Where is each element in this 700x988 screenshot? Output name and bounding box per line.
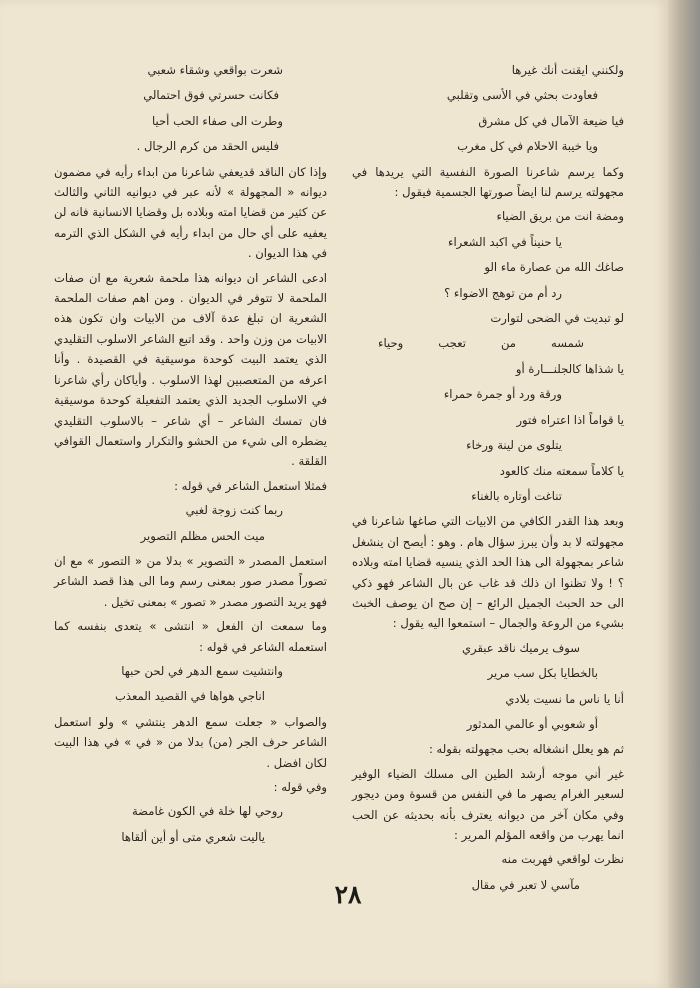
verse-line: ومضة انت من بريق الضياء	[496, 209, 624, 224]
verse-line: ولكنني ايقنت أنك غيرها	[511, 63, 624, 77]
verse-line: يا حنيناً في اكبد الشعراء	[448, 234, 562, 249]
verse-line: فكانت حسرتي فوق احتمالي	[143, 88, 279, 103]
verse-word: وحياء	[378, 336, 404, 351]
verse-line: لو تبديت في الضحى لتوارت	[490, 311, 624, 326]
left-column	[54, 60, 327, 852]
page-edge	[668, 0, 700, 988]
paragraph: وبعد هذا القدر الكافي من الابيات التي صاغها شاعرنا في مجهولته لا بد وأن يبرز سؤال هام . وهو : أيصح ان ينشغل شاعر بمجهولة الى هذا الحد الذي ينسيه قضايا امته وبلاده ؟ ! ولا تظنوا ان ذلك قد غاب عن بال الشاعر فهو ذكي الى حد الحبث الجميل الرائع – إن صح ان يوصف الخبث بشيء من الروعة والجمال – استمعوا اليه يقول :	[352, 514, 624, 631]
verse-word: تعجب	[438, 336, 466, 351]
verse-line: ياليت شعري متى أو أين ألقاها	[121, 829, 265, 844]
verse-line: وطرت الى صفاء الحب أحيا	[151, 113, 283, 128]
verse-line: ربما كنت زوجة لغبي	[185, 503, 283, 518]
verse-line: سوف يرميك ناقد عبقري	[461, 640, 580, 655]
page-number: ٢٨	[334, 880, 362, 909]
paragraph: وإذا كان الناقد قديعفي شاعرنا من ابداء رأيه في مضمون ديوانه « المجهولة » لأنه عبر في ديوانيه الثاني والثالث عن كثير من قضايا امته وبلاده بل وقضايا الانسانية فانه لن يعفيه على أي حال من ابداء رأيه في الشكل الذي الترمه في هذا الديوان .	[54, 164, 327, 261]
verse-line: تناغت أوتاره بالغناء	[471, 488, 562, 503]
paragraph: غير أني موجه أرشد الطين الى مسلك الضياء الوفير لسعير الغرام يصهر ما في النفس من قسوة ومن ديجور وفي مكان آخر من ديوانه يعترف بأنه بحديثه عن الحب انما يهرب من واقعه المؤلم المرير :	[352, 766, 624, 842]
paragraph: استعمل المصدر « التصوير » بدلا من « التصور » مع ان تصوراً مصدر صور بمعنى رسم وما الى هذا قصد الشاعر فهو يريد التصور مصدر « تصور » بمعنى تخيل .	[54, 553, 327, 609]
verse-line: بالخطايا بكل سب مرير	[487, 666, 598, 681]
verse-line: وانتشيت سمع الدهر في لحن حبها	[121, 663, 283, 678]
verse-line: يتلوى من لينة ورخاء	[466, 438, 562, 453]
verse-line: روحي لها خلة في الكون غامضة	[131, 804, 283, 819]
paragraph: وكما يرسم شاعرنا الصورة النفسية التي يريدها في مجهولته يرسم لنا ايضاً صورتها الجسمية فيقول :	[352, 164, 624, 200]
verse-line	[352, 333, 624, 353]
verse-line: أو شعوبي أو عالمي المدثور	[466, 716, 598, 731]
verse-line: يا قواماً اذا اعتراه فتور	[516, 412, 624, 427]
verse-line: صاغك الله من عصارة ماء الو	[484, 260, 624, 275]
verse-line: رد أم من توهج الاضواء ؟	[444, 285, 562, 300]
paragraph: فمثلا استعمل الشاعر في قوله :	[174, 478, 327, 493]
verse-word: من	[500, 336, 517, 351]
verse-line: يا شذاها كالجلنـــارة أو	[515, 361, 624, 376]
verse-line: مآسي لا تعبر في مقال	[471, 877, 580, 892]
verse-line: يا كلاماً سمعته منك كالعود	[499, 463, 624, 478]
paragraph: وفي قوله :	[273, 780, 327, 794]
verse-line: اناجي هواها في القصيد المعذب	[114, 689, 265, 704]
verse-line: أنا يا ناس ما نسيت بلادي	[505, 691, 624, 706]
paragraph: ثم هو يعلل انشغاله بحب مجهولته بقوله :	[428, 742, 624, 757]
verse-line: ويا خيبة الاحلام في كل مغرب	[457, 139, 598, 154]
verse-line: ورقة ورد أو جمرة حمراء	[443, 387, 562, 402]
verse-line: فعاودت بحثي في الأسى وتقلبي	[446, 88, 598, 103]
paragraph: والصواب « جعلت سمع الدهر ينتشي » ولو استعمل الشاعر حرف الجر (من) بدلا من « في » في هذا البيت لكان افضل .	[54, 714, 327, 770]
verse-line: ميت الحس مظلم التصوير	[140, 528, 265, 543]
verse-line: فليس الحقد من كرم الرجال .	[136, 139, 279, 154]
paragraph: ادعى الشاعر ان ديوانه هذا ملحمة شعرية مع ان صفات الملحمة لا تتوفر في الديوان . ومن اهم صفات الملحمة الشعرية ان تبلغ عدة آلاف من الابيات وان تكون هذه الابيات من وزن واحد . وقد اتبع الشاعر الاسلوب التقليدي الذي يعتمد البيت كوحدة موسيقية في القصيدة . وأنا اعرفه من المتعصبين لهذا الاسلوب . وأياكان رأي شاعرنا في الاسلوب الجديد الذي يعتمد التفعيلة كوحدة موسيقية فان تمسك الشاعر – أي شاعر – بالاسلوب التقليدي يضطره الى شيء من الحشو والتكرار واستعمال القوافي القلقة .	[54, 270, 327, 469]
verse-line: شعرت بواقعي وشقاء شعبي	[147, 63, 283, 77]
verse-line: نظرت لواقعي فهربت منه	[501, 852, 624, 867]
right-column	[352, 60, 624, 900]
verse-line: فيا ضيعة الآمال في كل مشرق	[478, 113, 624, 128]
paragraph: وما سمعت ان الفعل « انتشى » يتعدى بنفسه كما استعمله الشاعر في قوله :	[54, 619, 327, 654]
verse-word: شمسه	[551, 336, 584, 351]
